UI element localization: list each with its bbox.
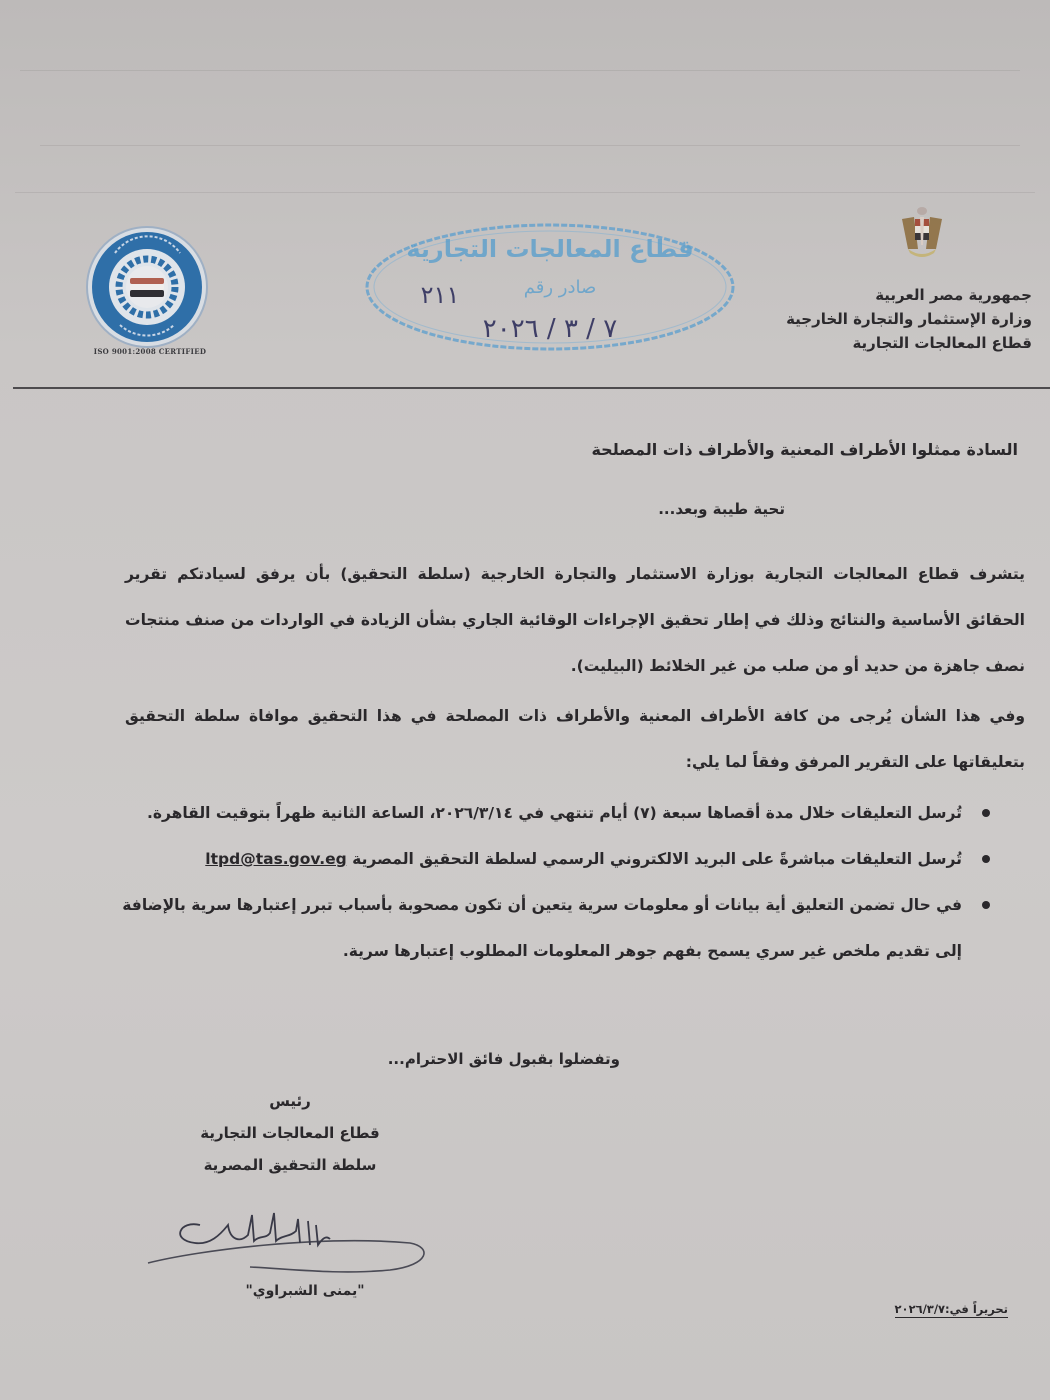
list-item [110, 882, 990, 974]
issue-date-value: ٢٠٢٦/٣/٧ [894, 1302, 946, 1316]
incoming-mail-stamp-icon [360, 215, 740, 355]
svg-text:صادر رقم: صادر رقم [523, 277, 597, 298]
letterhead [732, 283, 1032, 355]
header-divider [13, 387, 1050, 389]
list-item [110, 790, 990, 836]
bleed-through-line [40, 145, 1020, 146]
email-link[interactable]: ltpd@tas.gov.eg [205, 850, 347, 868]
greeting: تحية طيبة وبعد... [658, 500, 785, 518]
issue-date-text [895, 1302, 1008, 1318]
bullet-icon [982, 855, 990, 863]
svg-text:٧ / ٣ / ٢٠٢٦: ٧ / ٣ / ٢٠٢٦ [482, 314, 618, 344]
letterhead-country: جمهورية مصر العربية [875, 286, 1032, 304]
egypt-eagle-emblem-icon [898, 205, 946, 261]
salutation: السادة ممثلوا الأطراف المعنية والأطراف ذات المصلحة [591, 440, 1018, 459]
issue-date [828, 1302, 1008, 1316]
list-item-text: في حال تضمن التعليق أية بيانات أو معلومات سرية يتعين أن تكون مصحوبة بأسباب تبرر إعتبارها سرية بالإضافة إلى تقديم ملخص غير سري يسمح بفهم جوهر المعلومات المطلوب إعتبارها سرية. [122, 896, 962, 960]
signatory-title-line: قطاع المعالجات التجارية [200, 1124, 380, 1142]
trade-remedies-logo-icon [80, 225, 215, 360]
signatory-name: "يمنى الشبراوي" [245, 1283, 365, 1299]
signatory-title-line: رئيس [269, 1092, 311, 1110]
bleed-through-line [20, 70, 1020, 71]
body-paragraph-2: وفي هذا الشأن يُرجى من كافة الأطراف المعنية والأطراف ذات المصلحة في هذا التحقيق موافاة سلطة التحقيق بتعليقاتها على التقرير المرفق وفقاً لما يلي: [125, 707, 1025, 771]
issue-date-label: تحريراً في: [945, 1302, 1008, 1316]
body-paragraph-1: يتشرف قطاع المعالجات التجارية بوزارة الاستثمار والتجارة الخارجية (سلطة التحقيق) بأن يرفق لسيادتكم تقرير الحقائق الأساسية والنتائج وذلك في إطار تحقيق الإجراءات الوقائية الجاري بشأن الزيادة في الواردات من صنف منتجات نصف جاهزة من حديد أو من صلب من غير الخلائط (البيليت). [125, 565, 1025, 675]
signatory-title [155, 1085, 425, 1181]
bullet-icon [982, 901, 990, 909]
bullet-icon [982, 809, 990, 817]
closing-line: وتفضلوا بقبول فائق الاحترام... [387, 1050, 620, 1068]
bleed-through-line [15, 192, 1035, 193]
list-item-text: تُرسل التعليقات مباشرةً على البريد الالكتروني الرسمي لسلطة التحقيق المصرية [352, 850, 962, 868]
letterhead-ministry: وزارة الإستثمار والتجارة الخارجية [786, 310, 1032, 328]
iso-certification-caption: ISO 9001:2008 CERTIFIED [93, 347, 207, 356]
svg-text:٢١١: ٢١١ [420, 281, 460, 309]
svg-text:قطاع المعالجات التجارية: قطاع المعالجات التجارية [406, 235, 694, 263]
list-item-text: تُرسل التعليقات خلال مدة أقصاها سبعة (٧) أيام تنتهي في ٢٠٢٦/٣/١٤، الساعة الثانية ظهراً بتوقيت القاهرة. [146, 804, 962, 822]
handwritten-signature-icon [140, 1195, 430, 1280]
signatory-title-line: سلطة التحقيق المصرية [203, 1156, 377, 1174]
letterhead-sector: قطاع المعالجات التجارية [852, 334, 1032, 352]
requirements-list [110, 790, 990, 974]
list-item [110, 836, 990, 882]
